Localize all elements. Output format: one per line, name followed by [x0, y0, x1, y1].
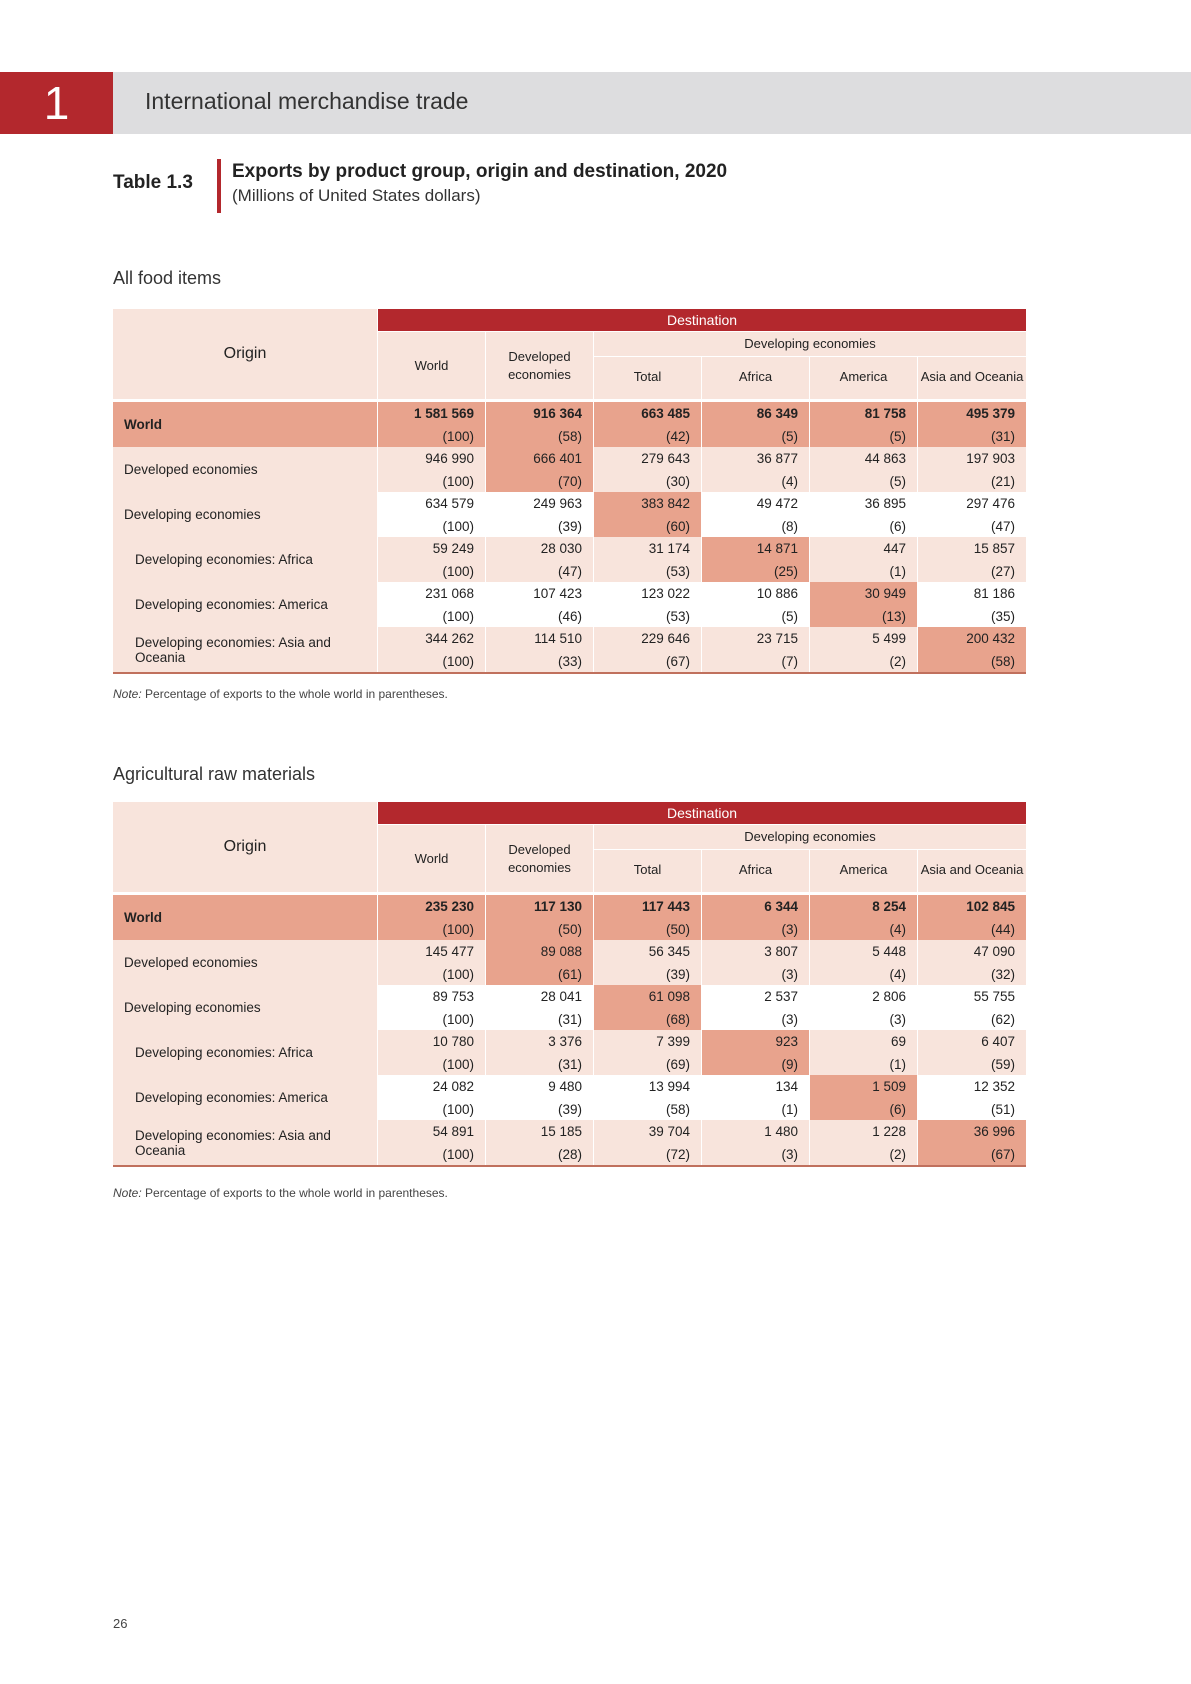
cell-asia: [918, 1075, 1026, 1120]
cell-value: 231 068: [425, 586, 474, 601]
cell-america: [810, 985, 917, 1030]
cell-percentage: (100): [442, 922, 474, 937]
cell-percentage: (39): [665, 967, 690, 982]
cell-africa: [702, 492, 809, 537]
cell-percentage: (58): [557, 429, 582, 444]
cell-percentage: (25): [773, 564, 798, 579]
origin-header: Origin: [113, 802, 377, 892]
chapter-number: 1: [0, 72, 113, 134]
cell-value: 1 228: [872, 1124, 906, 1139]
cell-percentage: (53): [665, 609, 690, 624]
cell-value: 3 807: [764, 944, 798, 959]
cell-percentage: (50): [665, 922, 690, 937]
cell-percentage: (100): [442, 1102, 474, 1117]
row-developing-asia-oceania: [113, 1120, 1026, 1165]
section-title-food: All food items: [113, 268, 222, 288]
cell-percentage: (31): [557, 1012, 582, 1027]
table-title: Exports by product group, origin and destination, 2020: [232, 161, 728, 182]
cell-percentage: (8): [781, 519, 798, 534]
cell-value: 117 443: [641, 899, 690, 914]
cell-percentage: (21): [990, 474, 1015, 489]
col-head-world: World: [378, 332, 485, 399]
col-head-africa: Africa: [702, 850, 809, 892]
cell-africa: [702, 1030, 809, 1075]
cell-percentage: (46): [557, 609, 582, 624]
col-head-america: America: [810, 357, 917, 399]
cell-value: 102 845: [966, 899, 1015, 914]
row-developing-asia-oceania: [113, 627, 1026, 672]
cell-world: [378, 1120, 485, 1165]
cell-percentage: (4): [889, 922, 906, 937]
row-label: Developing economies: America: [113, 582, 377, 627]
cell-value: 666 401: [533, 451, 582, 466]
cell-value: 279 643: [641, 451, 690, 466]
cell-africa: [702, 895, 809, 940]
cell-percentage: (1): [889, 564, 906, 579]
row-developing-africa: [113, 1030, 1026, 1075]
row-developing-america: [113, 1075, 1026, 1120]
developing-economies-header: Developing economies: [594, 825, 1026, 849]
table-note-raw-materials: [113, 1186, 448, 1200]
cell-developed: [486, 447, 593, 492]
cell-developed: [486, 940, 593, 985]
note-text: Percentage of exports to the whole world in parentheses.: [141, 1186, 448, 1200]
cell-value: 123 022: [641, 586, 690, 601]
cell-percentage: (5): [781, 429, 798, 444]
cell-percentage: (100): [442, 474, 474, 489]
cell-value: 200 432: [966, 631, 1015, 646]
row-developed-economies: [113, 447, 1026, 492]
cell-percentage: (7): [781, 654, 798, 669]
cell-percentage: (61): [557, 967, 582, 982]
cell-value: 7 399: [656, 1034, 690, 1049]
cell-total: [594, 895, 701, 940]
table-bottom-rule: [113, 672, 1026, 674]
cell-value: 134: [775, 1079, 798, 1094]
cell-developed: [486, 402, 593, 447]
cell-value: 23 715: [756, 631, 798, 646]
cell-percentage: (3): [889, 1012, 906, 1027]
cell-value: 229 646: [641, 631, 690, 646]
cell-world: [378, 940, 485, 985]
cell-percentage: (70): [557, 474, 582, 489]
cell-value: 36 877: [756, 451, 798, 466]
cell-percentage: (1): [889, 1057, 906, 1072]
destination-header: Destination: [378, 309, 1026, 331]
cell-value: 31 174: [648, 541, 690, 556]
cell-america: [810, 537, 917, 582]
cell-value: 36 996: [973, 1124, 1015, 1139]
cell-developed: [486, 985, 593, 1030]
cell-total: [594, 537, 701, 582]
chapter-title: International merchandise trade: [145, 88, 469, 114]
cell-percentage: (44): [990, 922, 1015, 937]
cell-percentage: (39): [557, 1102, 582, 1117]
cell-value: 13 994: [648, 1079, 690, 1094]
cell-value: 15 185: [540, 1124, 582, 1139]
cell-value: 14 871: [756, 541, 798, 556]
cell-africa: [702, 627, 809, 672]
cell-percentage: (6): [889, 1102, 906, 1117]
row-label: World: [113, 402, 377, 447]
row-label: Developing economies: Africa: [113, 1030, 377, 1075]
cell-percentage: (47): [990, 519, 1015, 534]
cell-value: 114 510: [534, 631, 582, 646]
cell-percentage: (3): [781, 1012, 798, 1027]
cell-asia: [918, 1120, 1026, 1165]
cell-value: 249 963: [533, 496, 582, 511]
cell-total: [594, 1120, 701, 1165]
row-label: Developing economies: [113, 985, 377, 1030]
destination-header: Destination: [378, 802, 1026, 824]
cell-africa: [702, 537, 809, 582]
row-label: Developed economies: [113, 940, 377, 985]
cell-value: 49 472: [756, 496, 798, 511]
note-text: Percentage of exports to the whole world in parentheses.: [141, 687, 448, 701]
cell-value: 3 376: [548, 1034, 582, 1049]
cell-value: 946 990: [425, 451, 474, 466]
cell-world: [378, 492, 485, 537]
cell-total: [594, 940, 701, 985]
cell-percentage: (100): [442, 429, 474, 444]
section-title-raw-materials: Agricultural raw materials: [113, 764, 316, 784]
cell-developed: [486, 582, 593, 627]
cell-value: 1 480: [764, 1124, 798, 1139]
table-bottom-rule: [113, 1165, 1026, 1167]
cell-percentage: (100): [442, 654, 474, 669]
cell-value: 6 407: [981, 1034, 1015, 1049]
cell-value: 2 537: [764, 989, 798, 1004]
cell-america: [810, 895, 917, 940]
cell-percentage: (6): [889, 519, 906, 534]
col-head-developed: Developed economies: [486, 825, 593, 892]
row-label: Developing economies: Asia and Oceania: [113, 627, 377, 672]
cell-value: 634 579: [425, 496, 474, 511]
cell-percentage: (31): [990, 429, 1015, 444]
cell-value: 916 364: [533, 406, 582, 421]
cell-total: [594, 402, 701, 447]
cell-asia: [918, 627, 1026, 672]
cell-africa: [702, 940, 809, 985]
cell-asia: [918, 895, 1026, 940]
table-label: Table 1.3: [113, 172, 193, 193]
col-head-america: America: [810, 850, 917, 892]
cell-percentage: (47): [557, 564, 582, 579]
cell-total: [594, 985, 701, 1030]
col-head-world: World: [378, 825, 485, 892]
cell-percentage: (32): [990, 967, 1015, 982]
cell-value: 495 379: [966, 406, 1015, 421]
cell-value: 24 082: [432, 1079, 474, 1094]
cell-percentage: (13): [881, 609, 906, 624]
cell-world: [378, 627, 485, 672]
cell-africa: [702, 1075, 809, 1120]
row-label: Developing economies: Asia and Oceania: [113, 1120, 377, 1165]
cell-total: [594, 1075, 701, 1120]
cell-percentage: (2): [889, 1147, 906, 1162]
cell-asia: [918, 492, 1026, 537]
cell-value: 8 254: [872, 899, 906, 914]
cell-value: 12 352: [973, 1079, 1015, 1094]
cell-percentage: (3): [781, 967, 798, 982]
cell-percentage: (100): [442, 1012, 474, 1027]
cell-developed: [486, 537, 593, 582]
cell-america: [810, 1075, 917, 1120]
cell-percentage: (1): [781, 1102, 798, 1117]
cell-world: [378, 1030, 485, 1075]
cell-africa: [702, 582, 809, 627]
cell-asia: [918, 1030, 1026, 1075]
cell-america: [810, 582, 917, 627]
cell-asia: [918, 985, 1026, 1030]
cell-america: [810, 1030, 917, 1075]
cell-value: 81 186: [973, 586, 1015, 601]
cell-percentage: (30): [665, 474, 690, 489]
cell-value: 6 344: [764, 899, 798, 914]
note-label: Note:: [113, 687, 142, 701]
cell-value: 383 842: [641, 496, 690, 511]
cell-percentage: (33): [557, 654, 582, 669]
cell-value: 5 448: [872, 944, 906, 959]
cell-total: [594, 582, 701, 627]
cell-percentage: (2): [889, 654, 906, 669]
cell-total: [594, 492, 701, 537]
cell-asia: [918, 447, 1026, 492]
developing-economies-header: Developing economies: [594, 332, 1026, 356]
col-head-total: Total: [594, 357, 701, 399]
cell-value: 54 891: [432, 1124, 474, 1139]
cell-percentage: (100): [442, 1057, 474, 1072]
cell-asia: [918, 537, 1026, 582]
cell-percentage: (50): [557, 922, 582, 937]
cell-developed: [486, 1120, 593, 1165]
cell-asia: [918, 402, 1026, 447]
cell-value: 297 476: [966, 496, 1015, 511]
cell-developed: [486, 1075, 593, 1120]
cell-world: [378, 537, 485, 582]
cell-value: 923: [775, 1034, 798, 1049]
cell-value: 69: [890, 1034, 906, 1049]
cell-value: 5 499: [872, 631, 906, 646]
cell-percentage: (100): [442, 967, 474, 982]
cell-developed: [486, 895, 593, 940]
cell-percentage: (5): [781, 609, 798, 624]
cell-percentage: (4): [889, 967, 906, 982]
row-developing-america: [113, 582, 1026, 627]
cell-percentage: (67): [990, 1147, 1015, 1162]
cell-value: 61 098: [648, 989, 690, 1004]
cell-world: [378, 402, 485, 447]
table-note-food: [113, 687, 448, 701]
row-label: World: [113, 895, 377, 940]
cell-percentage: (51): [990, 1102, 1015, 1117]
cell-value: 28 041: [540, 989, 582, 1004]
cell-percentage: (4): [781, 474, 798, 489]
cell-percentage: (72): [665, 1147, 690, 1162]
cell-percentage: (9): [781, 1057, 798, 1072]
cell-percentage: (31): [557, 1057, 582, 1072]
cell-value: 344 262: [425, 631, 474, 646]
col-head-asia: Asia and Oceania: [918, 850, 1026, 892]
cell-value: 30 949: [864, 586, 906, 601]
cell-percentage: (39): [557, 519, 582, 534]
cell-percentage: (35): [990, 609, 1015, 624]
cell-world: [378, 447, 485, 492]
cell-total: [594, 1030, 701, 1075]
cell-value: 59 249: [432, 541, 474, 556]
cell-value: 145 477: [425, 944, 474, 959]
cell-value: 235 230: [425, 899, 474, 914]
cell-america: [810, 940, 917, 985]
cell-value: 663 485: [641, 406, 690, 421]
cell-value: 9 480: [548, 1079, 582, 1094]
cell-percentage: (3): [781, 1147, 798, 1162]
cell-percentage: (58): [665, 1102, 690, 1117]
cell-value: 117 130: [533, 899, 582, 914]
cell-value: 39 704: [648, 1124, 690, 1139]
cell-value: 1 509: [872, 1079, 906, 1094]
cell-america: [810, 627, 917, 672]
cell-africa: [702, 447, 809, 492]
cell-percentage: (69): [665, 1057, 690, 1072]
cell-percentage: (100): [442, 609, 474, 624]
row-label: Developing economies: [113, 492, 377, 537]
cell-world: [378, 1075, 485, 1120]
note-label: Note:: [113, 1186, 142, 1200]
row-developing-economies: [113, 985, 1026, 1030]
cell-percentage: (42): [665, 429, 690, 444]
cell-value: 10 886: [756, 586, 798, 601]
cell-value: 89 088: [540, 944, 582, 959]
cell-value: 1 581 569: [413, 406, 474, 421]
cell-percentage: (5): [889, 429, 906, 444]
cell-developed: [486, 627, 593, 672]
cell-percentage: (100): [442, 519, 474, 534]
cell-value: 107 423: [533, 586, 582, 601]
cell-america: [810, 1120, 917, 1165]
col-head-asia: Asia and Oceania: [918, 357, 1026, 399]
row-developed-economies: [113, 940, 1026, 985]
col-head-africa: Africa: [702, 357, 809, 399]
cell-america: [810, 402, 917, 447]
cell-world: [378, 582, 485, 627]
cell-percentage: (68): [665, 1012, 690, 1027]
row-label: Developing economies: Africa: [113, 537, 377, 582]
cell-percentage: (3): [781, 922, 798, 937]
cell-world: [378, 895, 485, 940]
cell-america: [810, 447, 917, 492]
cell-africa: [702, 402, 809, 447]
cell-value: 89 753: [432, 989, 474, 1004]
row-label: Developed economies: [113, 447, 377, 492]
cell-percentage: (28): [557, 1147, 582, 1162]
cell-percentage: (67): [665, 654, 690, 669]
cell-value: 2 806: [872, 989, 906, 1004]
cell-value: 36 895: [864, 496, 906, 511]
cell-percentage: (59): [990, 1057, 1015, 1072]
cell-value: 447: [883, 541, 906, 556]
cell-percentage: (5): [889, 474, 906, 489]
cell-value: 15 857: [973, 541, 1015, 556]
col-head-total: Total: [594, 850, 701, 892]
cell-total: [594, 627, 701, 672]
cell-africa: [702, 1120, 809, 1165]
cell-percentage: (27): [990, 564, 1015, 579]
table-subtitle: (Millions of United States dollars): [232, 186, 481, 205]
cell-percentage: (100): [442, 564, 474, 579]
cell-value: 47 090: [973, 944, 1015, 959]
cell-value: 55 755: [973, 989, 1015, 1004]
row-developing-economies: [113, 492, 1026, 537]
cell-world: [378, 985, 485, 1030]
cell-value: 197 903: [966, 451, 1015, 466]
title-accent-bar: [217, 159, 221, 213]
cell-developed: [486, 492, 593, 537]
cell-asia: [918, 940, 1026, 985]
col-head-developed: Developed economies: [486, 332, 593, 399]
cell-america: [810, 492, 917, 537]
row-developing-africa: [113, 537, 1026, 582]
cell-value: 86 349: [756, 406, 798, 421]
cell-africa: [702, 985, 809, 1030]
row-world: [113, 895, 1026, 940]
page-number: 26: [113, 1616, 128, 1631]
cell-developed: [486, 1030, 593, 1075]
cell-percentage: (53): [665, 564, 690, 579]
origin-header: Origin: [113, 309, 377, 399]
cell-value: 44 863: [864, 451, 906, 466]
row-world: [113, 402, 1026, 447]
cell-percentage: (58): [990, 654, 1015, 669]
cell-percentage: (60): [665, 519, 690, 534]
cell-value: 81 758: [864, 406, 906, 421]
cell-asia: [918, 582, 1026, 627]
cell-total: [594, 447, 701, 492]
cell-value: 28 030: [540, 541, 582, 556]
cell-value: 56 345: [648, 944, 690, 959]
row-label: Developing economies: America: [113, 1075, 377, 1120]
cell-percentage: (62): [990, 1012, 1015, 1027]
cell-percentage: (100): [442, 1147, 474, 1162]
cell-value: 10 780: [432, 1034, 474, 1049]
